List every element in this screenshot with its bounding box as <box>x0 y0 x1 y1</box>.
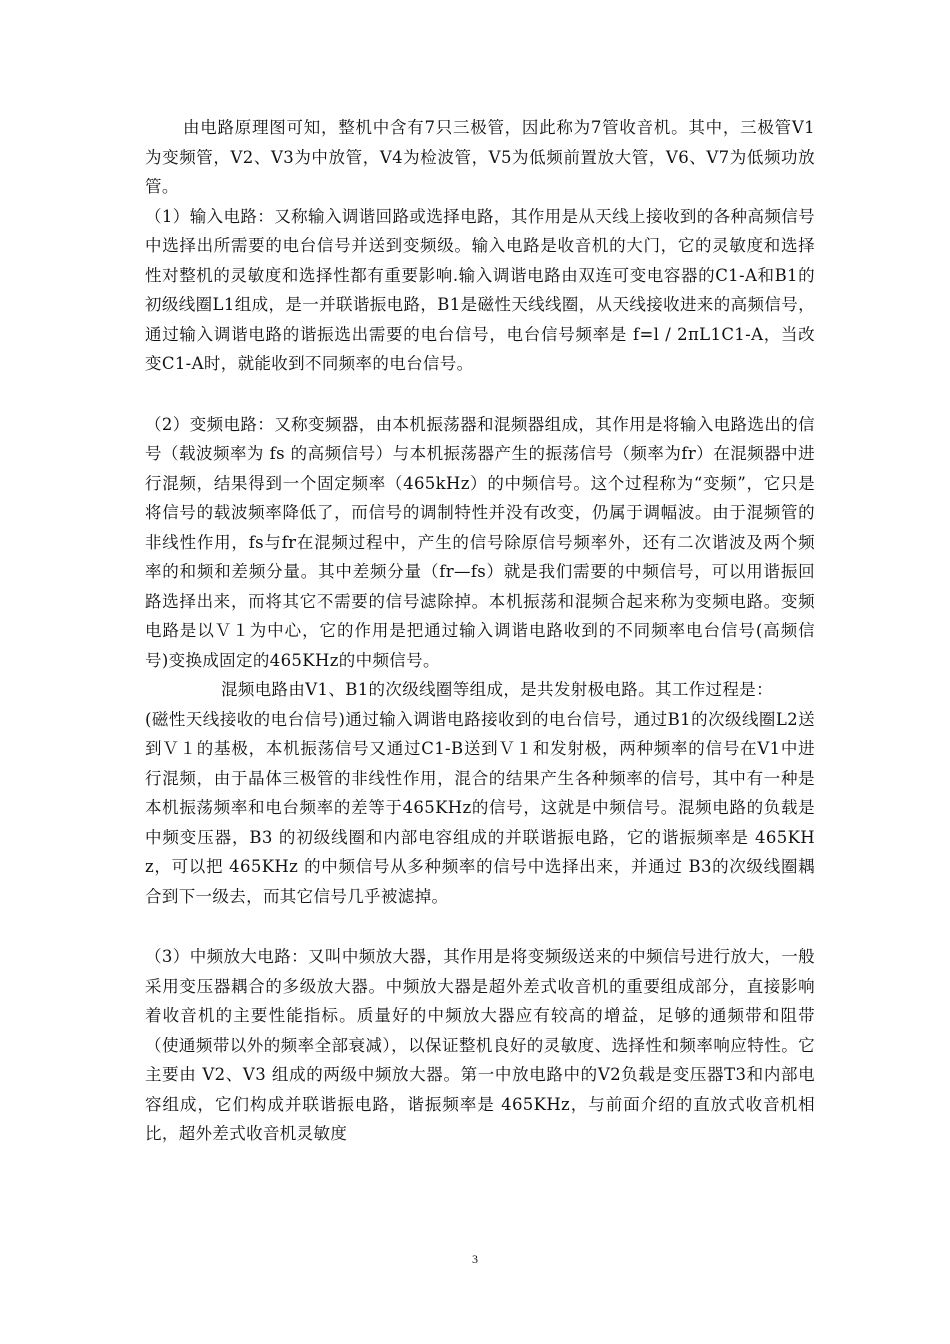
input-circuit-paragraph: （1）输入电路：又称输入调谐回路或选择电路，其作用是从天线上接收到的各种高频信号中选择出所需要的电台信号并送到变频级。输入电路是收音机的大门，它的灵敏度和选择性对整机的灵敏度和选择性都有重要影响.输入调谐电路由双连可变电容器的C1-A和B1的初级线圈L1组成，是一并联谐振电路，B1是磁性天线线圈，从天线接收进来的高频信号，通过输入调谐电路的谐振选出需要的电台信号，电台信号频率是 f=l / 2πL1C1-A，当改变C1-A时，就能收到不同频率的电台信号。 <box>145 206 815 373</box>
frequency-conversion-paragraph: （2）变频电路：又称变频器，由本机振荡器和混频器组成，其作用是将输入电路选出的信号（载波频率为 fs 的高频信号）与本机振荡器产生的振荡信号（频率为fr）在混频器中进行混频，结果得到一个固定频率（465kHz）的中频信号。这个过程称为“变频”，它只是将信号的载波频率降低了，而信号的调制特性并没有改变，仍属于调幅波。由于混频管的非线性作用，fs与fr在混频过程中，产生的信号除原信号频率外，还有二次谐波及两个频率的和频和差频分量。其中差频分量（fr—fs）就是我们需要的中频信号，可以用谐振回路选择出来，而将其它不需要的信号滤除掉。本机振荡和混频合起来称为变频电路。变频电路是以Ｖ１为中心，它的作用是把通过输入调谐电路收到的不同频率电台信号(高频信号)变换成固定的465KHz的中频信号。 <box>145 414 815 670</box>
intro-paragraph: 由电路原理图可知，整机中含有7只三极管，因此称为7管收音机。其中，三极管V1为变频管，V2、V3为中放管，V4为检波管，V5为低频前置放大管，V6、V7为低频功放管。 <box>145 118 815 196</box>
mixer-intro-paragraph: 混频电路由V1、B1的次级线圈等组成，是共发射极电路。其工作过程是： <box>221 680 773 699</box>
document-body <box>145 113 815 1149</box>
page-number: 3 <box>472 1252 478 1266</box>
if-amplifier-paragraph: （3）中频放大电路：又叫中频放大器，其作用是将变频级送来的中频信号进行放大，一般采用变压器耦合的多级放大器。中频放大器是超外差式收音机的重要组成部分，直接影响着收音机的主要性能指标。质量好的中频放大器应有较高的增益，足够的通频带和阻带（使通频带以外的频率全部衰减），以保证整机良好的灵敏度、选择性和频率响应特性。它主要由 V2、V3 组成的两级中频放大器。第一中放电路中的V2负载是变压器T3和内部电容组成，它们构成并联谐振电路，谐振频率是 465KHz，与前面介绍的直放式收音机相比，超外差式收音机灵敏度 <box>145 947 815 1143</box>
paragraph-gap <box>145 911 815 942</box>
paragraph-gap <box>145 379 815 410</box>
mixer-process-paragraph: (磁性天线接收的电台信号)通过输入调谐电路接收到的电台信号，通过B1的次级线圈L2送到Ｖ１的基极，本机振荡信号又通过C1-B送到Ｖ１和发射极，两种频率的信号在V1中进行混频，由于晶体三极管的非线性作用，混合的结果产生各种频率的信号，其中有一种是本机振荡频率和电台频率的差等于465KHz的信号，这就是中频信号。混频电路的负载是中频变压器，B3 的初级线圈和内部电容组成的并联谐振电路，它的谐振频率是 465KHz，可以把 465KHz 的中频信号从多种频率的信号中选择出来，并通过 B3的次级线圈耦合到下一级去，而其它信号几乎被滤掉。 <box>145 709 815 906</box>
